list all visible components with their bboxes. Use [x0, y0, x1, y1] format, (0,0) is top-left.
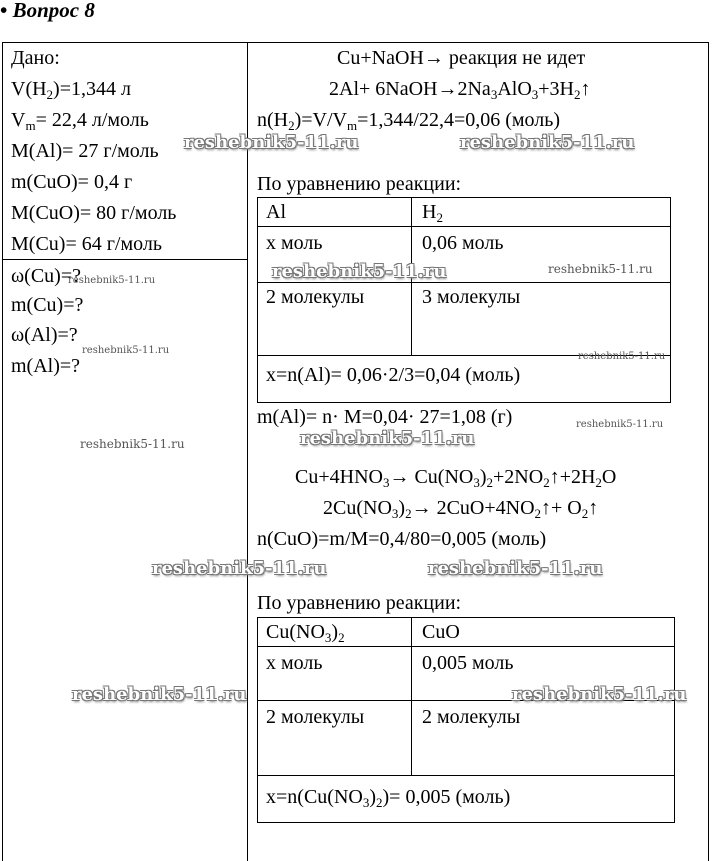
watermark: reshebnik5-11.ru	[460, 132, 635, 153]
t1-x-mol: x моль	[266, 232, 323, 254]
t1-header-h2: $H_2$	[422, 201, 443, 225]
question-title: Вопрос 8	[12, 0, 95, 22]
by-reaction-label: По уравнению реакции:	[257, 173, 462, 195]
watermark: reshebnik5-11.ru	[428, 558, 603, 579]
given-m-al: M(Al)= 27 г/моль	[11, 140, 159, 162]
equation-decomposition: $2Cu(NO_3)_2\to$ $2CuO+4NO_2↑+$ $O_2↑$	[323, 497, 599, 521]
t2-header-cuo: CuO	[422, 621, 460, 643]
given-v-h2: $V(H_2)=1,344$ л	[11, 78, 131, 102]
given-molar-cu: M(Cu)= 64 г/моль	[11, 233, 162, 255]
calc-n-cuo: n(CuO)=m/M=0,4/80=0,005 (моль)	[257, 528, 547, 550]
find-m-cu: m(Cu)=?	[11, 294, 84, 316]
t1-h2-mol: 0,06 моль	[422, 232, 504, 254]
t1-result: x=n(Al)= 0,06·2/3=0,04 (моль)	[266, 364, 521, 386]
t2-header-cuno3: $Cu(NO_3)_2$	[266, 621, 345, 645]
watermark: reshebnik5-11.ru	[272, 261, 447, 282]
t1-header-al: Al	[266, 201, 286, 223]
watermark: reshebnik5-11.ru	[576, 419, 664, 430]
t2-x-mol: x моль	[266, 652, 323, 674]
watermark: reshebnik5-11.ru	[82, 345, 170, 356]
given-find-divider	[3, 259, 247, 260]
watermark: reshebnik5-11.ru	[152, 558, 327, 579]
t2-cuo-molecules: 2 молекулы	[422, 706, 521, 728]
by-reaction-label-2: По уравнению реакции:	[257, 592, 462, 614]
find-w-cu: ω(Cu)=?	[11, 265, 81, 287]
bullet: •	[0, 0, 8, 22]
calc-m-al: m(Al)= n· M=0,04· 27=1,08 (г)	[257, 406, 513, 428]
t2-cuo-mol: 0,005 моль	[422, 652, 514, 674]
given-molar-cuo: M(CuO)= 80 г/моль	[11, 202, 177, 224]
given-m-cuo: m(CuO)= 0,4 г	[11, 171, 133, 193]
equation-cu-hno3: $Cu+4HNO_3\to$ $Cu(NO_3)_2+2NO_2↑+2H_2O$	[295, 466, 617, 490]
proportion-table-cuo	[257, 617, 675, 823]
equation-cu-naoh: Cu+NaOH→ реакция не идет	[337, 47, 586, 69]
given-label: Дано:	[11, 47, 60, 69]
watermark: reshebnik5-11.ru	[548, 262, 653, 276]
equation-al-naoh: $2Al+ 6NaOH\to 2Na_3AlO_3+3H_2↑$	[329, 78, 591, 102]
t2-result: $x=n(Cu(NO_3)_2)= 0,005$ (моль)	[266, 786, 511, 810]
question-heading	[0, 0, 95, 23]
t1-al-molecules: 2 молекулы	[266, 286, 365, 308]
watermark: reshebnik5-11.ru	[184, 132, 359, 153]
watermark: reshebnik5-11.ru	[512, 684, 687, 705]
watermark: reshebnik5-11.ru	[80, 437, 185, 451]
watermark: reshebnik5-11.ru	[68, 275, 156, 286]
calc-n-h2: $n(H_2)=V/V_m=1,344/22,4=0,06$ (моль)	[257, 109, 561, 133]
watermark: reshebnik5-11.ru	[578, 351, 666, 362]
watermark: reshebnik5-11.ru	[300, 428, 475, 449]
given-vm: $V_m= 22,4$ л/моль	[11, 109, 149, 133]
proportion-table-al	[257, 197, 671, 403]
t1-h2-molecules: 3 молекулы	[422, 286, 521, 308]
watermark: reshebnik5-11.ru	[72, 684, 247, 705]
find-w-al: ω(Al)=?	[11, 324, 78, 346]
solution-table	[2, 42, 709, 861]
column-divider	[247, 43, 248, 861]
find-m-al: m(Al)=?	[11, 355, 81, 377]
t2-cuno3-molecules: 2 молекулы	[266, 706, 365, 728]
